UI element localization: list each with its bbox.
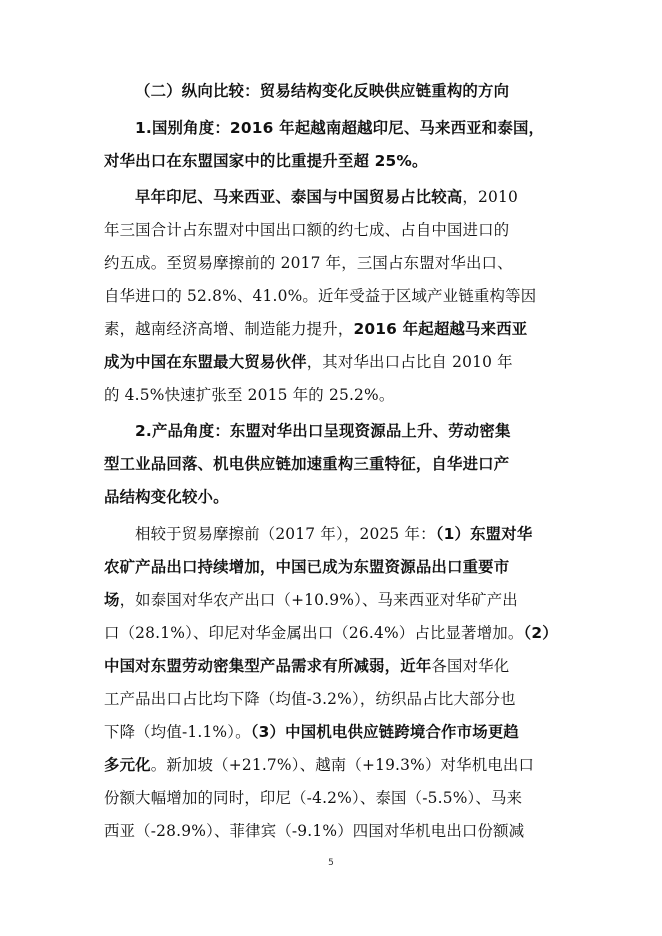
bold-text: 中国对东盟劳动密集型产品需求有所减弱，近年	[104, 657, 432, 675]
paragraph-line: 自华进口的 52.8%、41.0%。近年受益于区域产业链重构等因	[104, 287, 537, 305]
paragraph-line	[104, 585, 564, 615]
text: 口（28.1%）、印尼对华金属出口（26.4%）占比显著增加。	[104, 624, 524, 642]
text: ，其对华出口占比自 2010 年	[306, 353, 513, 371]
bold-text: 2016 年起超越马来西亚	[353, 320, 528, 338]
bold-text: 早年印尼、马来西亚、泰国与中国贸易占比较高	[135, 188, 463, 206]
paragraph-line: 年三国合计占东盟对中国出口额的约七成、占自中国进口的	[104, 221, 510, 239]
subheading-product-line1: 2.产品角度：东盟对华出口呈现资源品上升、劳动密集	[135, 422, 511, 440]
paragraph-line: 份额大幅增加的同时，印尼（-4.2%）、泰国（-5.5%）、马来	[104, 789, 523, 807]
text: 各国对华化	[431, 657, 510, 675]
subheading-country-line1: 1.国别角度：2016 年起越南超越印尼、马来西亚和泰国，	[135, 119, 545, 137]
bold-text: （2）	[523, 624, 558, 642]
text: 素，越南经济高增、制造能力提升，	[104, 320, 354, 338]
text: 下降（均值-1.1%）。	[104, 723, 251, 741]
section-heading: （二）纵向比较：贸易结构变化反映供应链重构的方向	[135, 82, 510, 100]
paragraph-line: 农矿产品出口持续增加，中国已成为东盟资源品出口重要市	[104, 558, 510, 576]
paragraph-line	[104, 347, 564, 377]
subheading-country-line2: 对华出口在东盟国家中的比重提升至超 25%。	[104, 152, 428, 170]
bold-text: 场	[104, 591, 120, 609]
subheading-product-line2: 型工业品回落、机电供应链加速重构三重特征，自华进口产	[104, 455, 510, 473]
text: ，2010	[462, 188, 518, 206]
page-number: 5	[328, 858, 334, 868]
text: 相较于贸易摩擦前（2017 年），2025 年：	[135, 525, 436, 543]
paragraph-line	[135, 519, 565, 549]
paragraph-line: 的 4.5%快速扩张至 2015 年的 25.2%。	[104, 386, 395, 404]
paragraph-line	[135, 182, 565, 212]
subheading-product-line3: 品结构变化较小。	[104, 488, 229, 506]
paragraph-line: 工产品出口占比均下降（均值-3.2%），纺织品占比大部分也	[104, 690, 516, 708]
paragraph-line: 约五成。至贸易摩擦前的 2017 年，三国占东盟对华出口、	[104, 254, 513, 272]
bold-text: 多元化	[104, 756, 151, 774]
text: ，如泰国对华农产出口（+10.9%）、马来西亚对华矿产出	[119, 591, 518, 609]
bold-text: （1）东盟对华	[435, 525, 533, 543]
bold-text: 成为中国在东盟最大贸易伙伴	[104, 353, 307, 371]
paragraph-line	[104, 314, 564, 344]
paragraph-line: 西亚（-28.9%）、菲律宾（-9.1%）四国对华机电出口份额减	[104, 822, 525, 840]
paragraph-line	[104, 618, 564, 648]
paragraph-line	[104, 750, 564, 780]
bold-text: （3）中国机电供应链跨境合作市场更趋	[250, 723, 519, 741]
text: 。新加坡（+21.7%）、越南（+19.3%）对华机电出口	[150, 756, 535, 774]
paragraph-line	[104, 651, 564, 681]
paragraph-line	[104, 717, 564, 747]
